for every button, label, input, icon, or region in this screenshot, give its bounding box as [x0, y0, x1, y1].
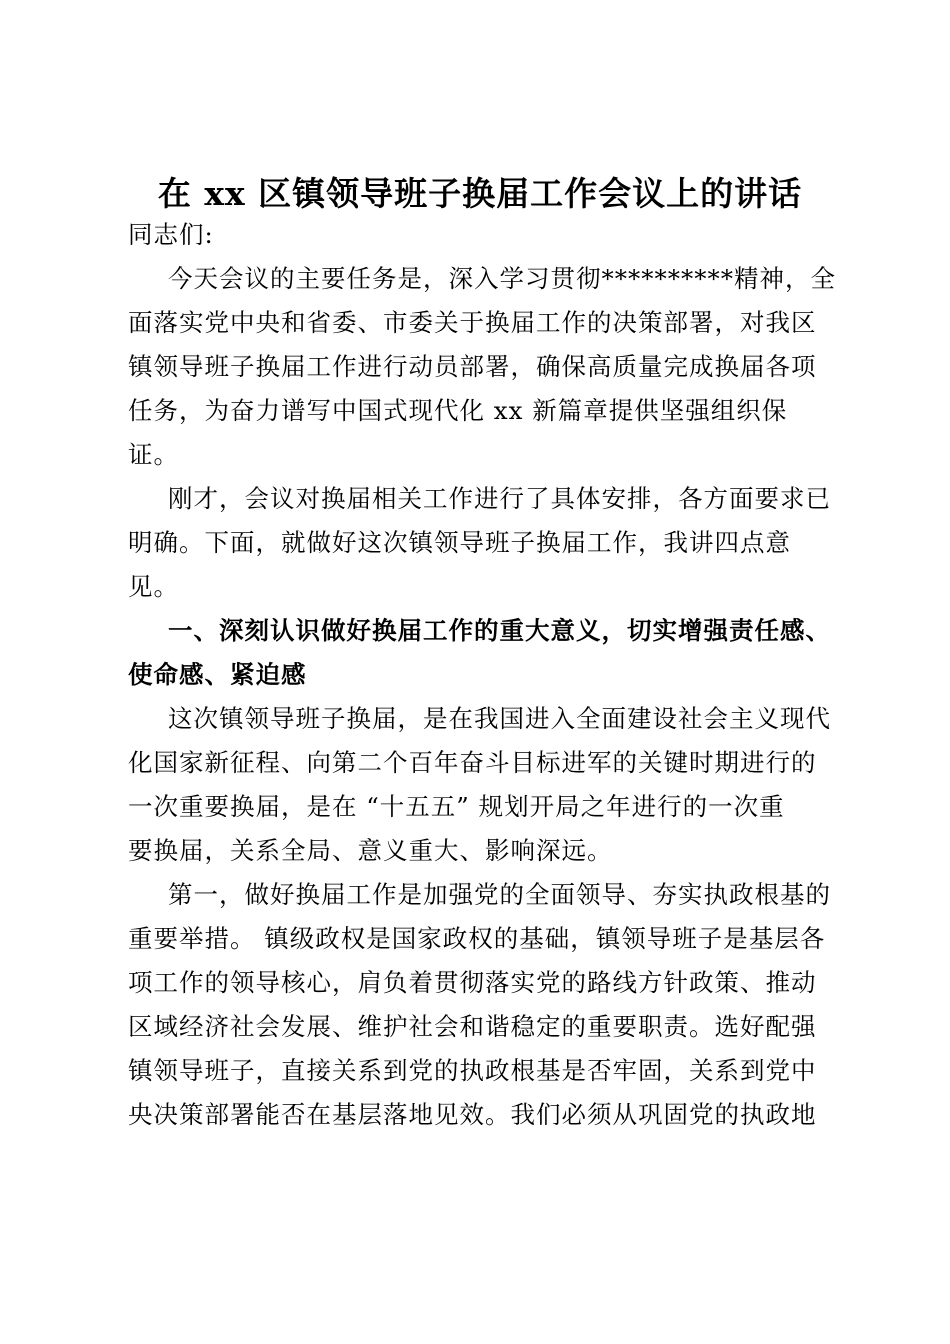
paragraph-line: 一次重要换届，是在 “十五五” 规划开局之年进行的一次重 [128, 792, 785, 821]
paragraph-line: 今天会议的主要任务是，深入学习贯彻**********精神，全 [168, 264, 836, 293]
section-heading-line: 使命感、紧迫感 [128, 660, 307, 689]
paragraph-line: 化国家新征程、向第二个百年奋斗目标进军的关键时期进行的 [128, 748, 817, 777]
paragraph-line: 同志们: [128, 220, 214, 249]
paragraph-line: 见。 [128, 572, 179, 601]
document-title: 在 xx 区镇领导班子换届工作会议上的讲话 [157, 174, 803, 213]
paragraph-line: 任务，为奋力谱写中国式现代化 xx 新篇章提供坚强组织保 [128, 396, 788, 425]
paragraph-line: 刚才，会议对换届相关工作进行了具体安排，各方面要求已 [168, 484, 831, 513]
paragraph-line: 镇领导班子换届工作进行动员部署，确保高质量完成换届各项 [128, 352, 817, 381]
section-heading-line: 一、深刻认识做好换届工作的重大意义，切实增强责任感、 [168, 616, 831, 645]
paragraph-line: 重要举措。 镇级政权是国家政权的基础，镇领导班子是基层各 [128, 924, 826, 953]
document-body [128, 213, 836, 1137]
paragraph-line: 项工作的领导核心，肩负着贯彻落实党的路线方针政策、推动 [128, 968, 817, 997]
paragraph-line: 镇领导班子，直接关系到党的执政根基是否牢固，关系到党中 [128, 1056, 817, 1085]
paragraph-line: 面落实党中央和省委、市委关于换届工作的决策部署，对我区 [128, 308, 817, 337]
paragraph-line: 明确。下面，就做好这次镇领导班子换届工作，我讲四点意 [128, 528, 791, 557]
paragraph-line: 要换届，关系全局、意义重大、影响深远。 [128, 836, 613, 865]
paragraph-line: 证。 [128, 440, 179, 469]
paragraph-line: 央决策部署能否在基层落地见效。我们必须从巩固党的执政地 [128, 1100, 817, 1129]
paragraph-line: 这次镇领导班子换届，是在我国进入全面建设社会主义现代 [168, 704, 831, 733]
paragraph-line: 第一，做好换届工作是加强党的全面领导、夯实执政根基的 [168, 880, 831, 909]
paragraph-line: 区域经济社会发展、维护社会和谐稳定的重要职责。选好配强 [128, 1012, 817, 1041]
